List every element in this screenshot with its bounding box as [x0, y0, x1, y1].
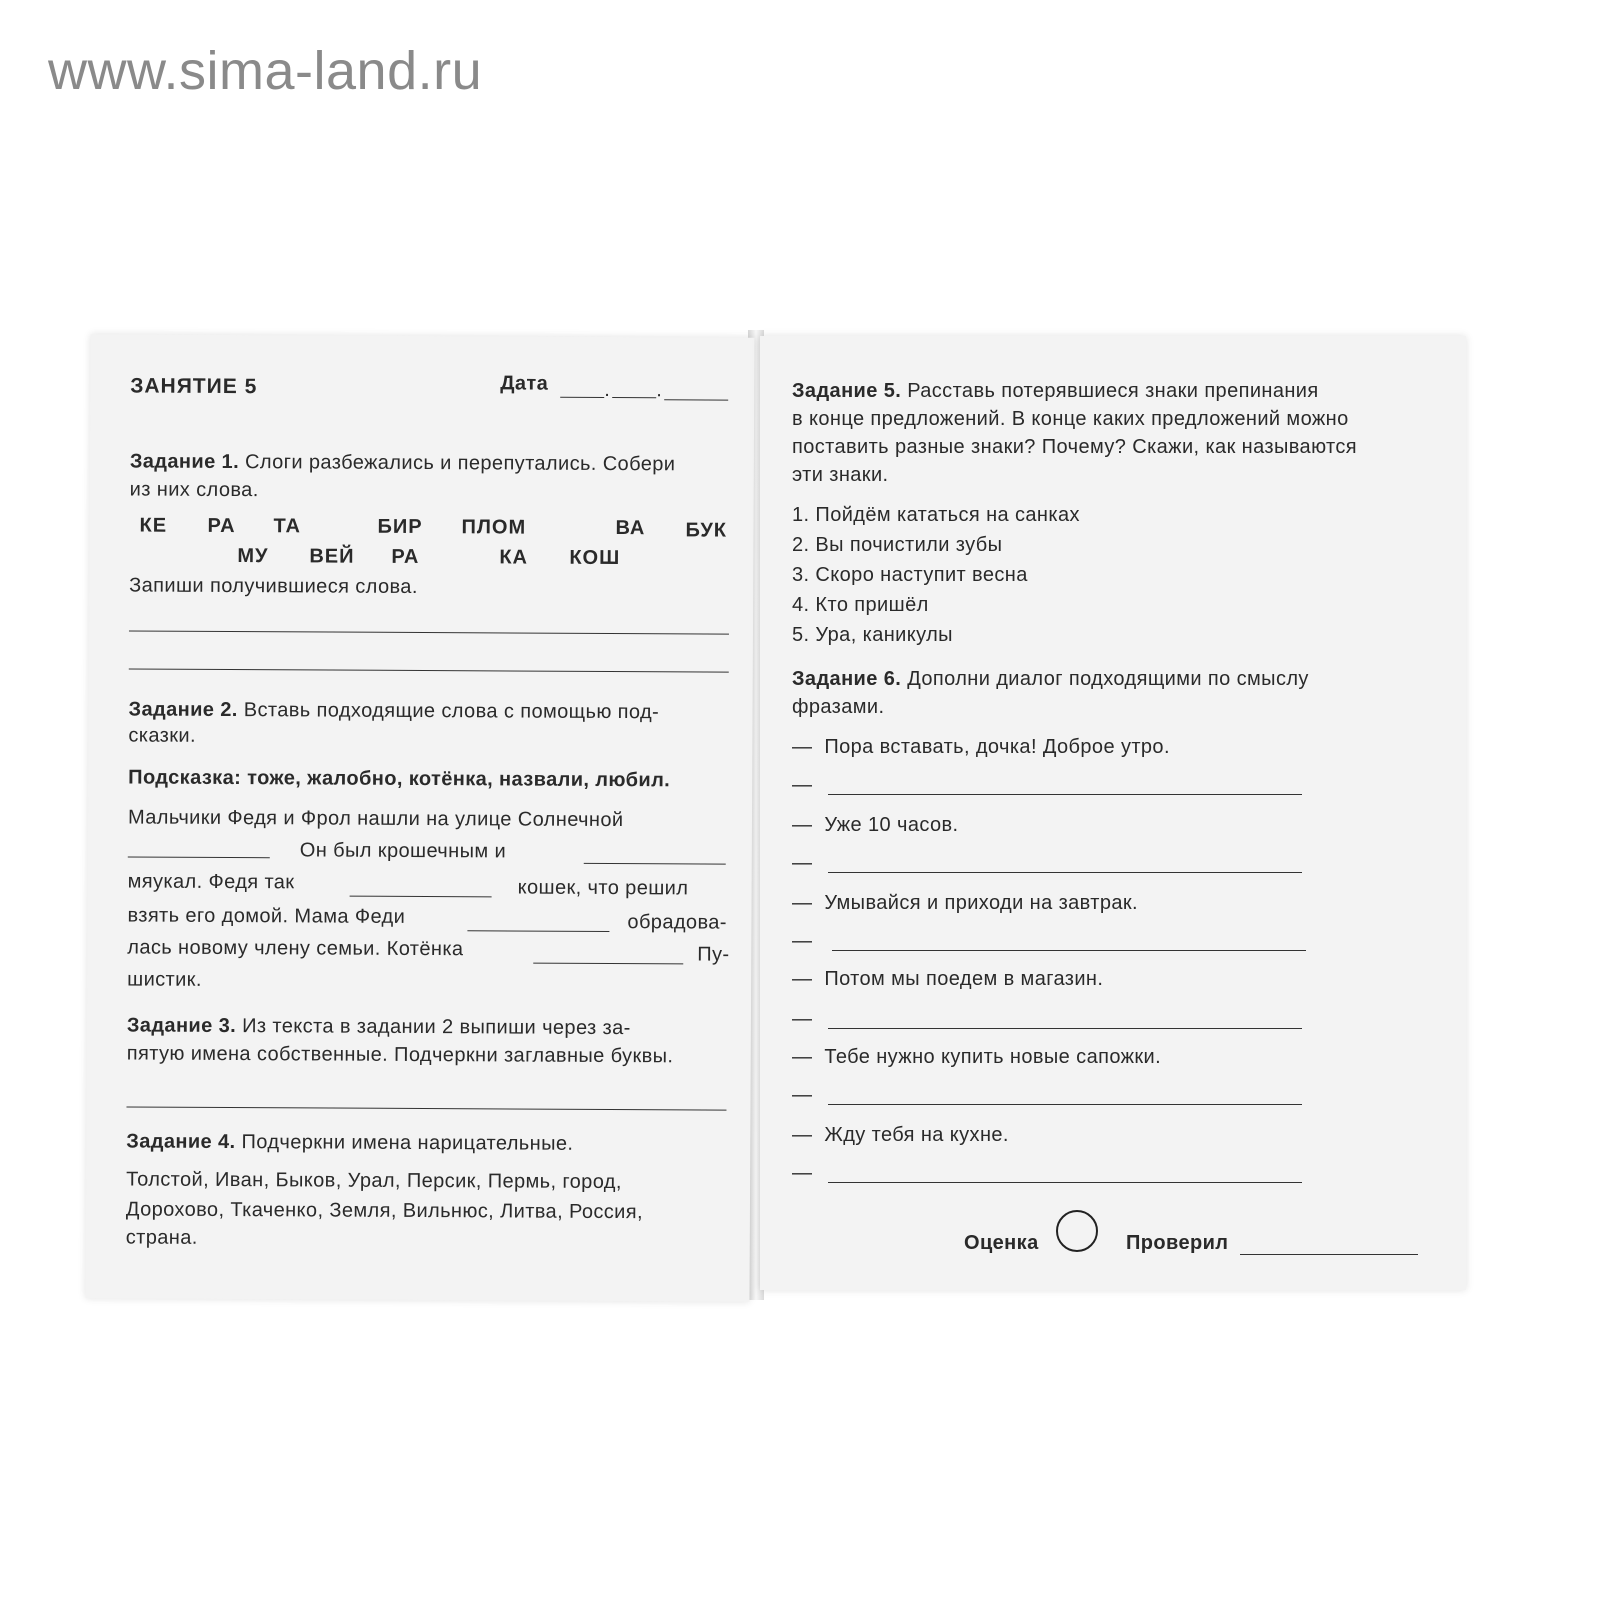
dash: — — [792, 892, 813, 914]
reply-line[interactable] — [828, 1028, 1302, 1029]
hint-words: тоже, жалобно, котёнка, назвали, любил. — [247, 767, 671, 792]
story-line: Мальчики Федя и Фрол нашли на улице Солнечной — [127, 806, 624, 832]
dialog-text: Тебе нужно купить новые сапожки. — [824, 1046, 1162, 1068]
answer-line[interactable] — [126, 1106, 726, 1110]
syllable: МУ — [237, 545, 269, 568]
dialog-line — [792, 736, 1170, 759]
task3-text-1: Из текста в задании 2 выпиши через за- — [242, 1015, 631, 1040]
task4-text: Подчеркни имена нарицательные. — [241, 1131, 574, 1155]
date-dot: . — [656, 379, 663, 402]
grade-label: Оценка — [964, 1232, 1039, 1254]
answer-line[interactable] — [129, 630, 729, 634]
syllable: ПЛОМ — [461, 516, 527, 539]
reply-line[interactable] — [828, 872, 1302, 873]
sentence-item: 2. Вы почистили зубы — [792, 534, 1003, 556]
blank-line[interactable] — [533, 963, 683, 965]
syllable: КЕ — [139, 514, 168, 537]
syllable: ВЕЙ — [309, 545, 355, 568]
checked-label: Проверил — [1126, 1232, 1229, 1254]
date-label: Дата — [500, 372, 549, 395]
blank-line[interactable] — [350, 896, 492, 898]
dash: — — [792, 852, 813, 874]
dialog-text: Потом мы поедем в магазин. — [824, 968, 1104, 990]
story-line: мяукал. Федя так — [127, 870, 295, 894]
dash: — — [792, 1084, 813, 1106]
task6-line1 — [792, 668, 1309, 691]
blank-line[interactable] — [584, 863, 726, 865]
answer-line[interactable] — [129, 668, 729, 672]
story-line: Пу- — [697, 943, 730, 966]
dialog-line — [792, 1124, 1009, 1147]
dash: — — [792, 1046, 813, 1068]
task5-text-3: поставить разные знаки? Почему? Скажи, как называются — [792, 436, 1358, 458]
dialog-text: Уже 10 часов. — [824, 814, 959, 836]
sentence-item: 4. Кто пришёл — [792, 594, 929, 616]
dash: — — [792, 930, 813, 952]
task5-line1 — [792, 380, 1319, 403]
grade-circle[interactable] — [1056, 1210, 1098, 1252]
task5-text-4: эти знаки. — [792, 464, 889, 486]
syllable: БУК — [685, 519, 728, 542]
dash: — — [792, 736, 813, 758]
story-line: шистик. — [127, 968, 202, 991]
syllable: ВА — [615, 517, 646, 540]
task6-title: Задание 6. — [792, 668, 902, 690]
task2-line1 — [129, 698, 660, 724]
task6-text-1: Дополни диалог подходящими по смыслу — [907, 668, 1309, 690]
story-line: обрадова- — [627, 911, 727, 934]
blank-line[interactable] — [467, 930, 609, 932]
left-page — [85, 334, 754, 1301]
reply-line[interactable] — [828, 1182, 1302, 1183]
task6-text-2: фразами. — [792, 696, 885, 718]
task3-title: Задание 3. — [126, 1014, 237, 1038]
reply-line[interactable] — [828, 1104, 1302, 1105]
task2-text-1: Вставь подходящие слова с помощью под- — [243, 699, 660, 724]
task3-text-2: пятую имена собственные. Подчеркни заглавные буквы. — [126, 1042, 674, 1068]
syllable: КОШ — [569, 546, 621, 570]
task4-title: Задание 4. — [126, 1130, 236, 1154]
dialog-line — [792, 892, 1138, 915]
hint-label: Подсказка: — [128, 766, 242, 790]
task2-hint — [128, 766, 670, 792]
syllable: ТА — [273, 515, 301, 538]
task3-line1 — [127, 1014, 631, 1040]
task4-words: Толстой, Иван, Быков, Урал, Персик, Пермь, город, — [126, 1168, 622, 1194]
task1-text-1: Слоги разбежались и перепутались. Собери — [244, 451, 676, 476]
date-month-line[interactable] — [612, 397, 656, 398]
task1-text-2: из них слова. — [129, 478, 259, 502]
reply-line[interactable] — [832, 950, 1306, 951]
date-year-line[interactable] — [664, 399, 728, 400]
date-dot: . — [604, 378, 611, 401]
task2-text-2: сказки. — [128, 724, 197, 747]
syllable: РА — [391, 545, 420, 568]
task4-words: страна. — [125, 1226, 198, 1249]
task5-text-2: в конце предложений. В конце каких предложений можно — [792, 408, 1349, 430]
task5-title: Задание 5. — [792, 380, 902, 402]
story-line: кошек, что решил — [517, 876, 689, 900]
sentence-item: 1. Пойдём кататься на санках — [792, 504, 1080, 526]
story-line: лась новому члену семьи. Котёнка — [127, 936, 464, 961]
dash: — — [792, 1124, 813, 1146]
lesson-title: ЗАНЯТИЕ 5 — [130, 374, 258, 399]
syllable: РА — [207, 514, 236, 538]
dash: — — [792, 774, 813, 796]
dialog-text: Умывайся и приходи на завтрак. — [824, 892, 1138, 914]
blank-line[interactable] — [128, 856, 270, 858]
checked-line[interactable] — [1240, 1254, 1418, 1255]
story-line: взять его домой. Мама Феди — [127, 904, 406, 928]
dialog-text: Пора вставать, дочка! Доброе утро. — [824, 736, 1170, 758]
sentence-item: 5. Ура, каникулы — [792, 624, 953, 646]
syllable: БИР — [377, 515, 423, 539]
dialog-line — [792, 968, 1103, 991]
sentence-item: 3. Скоро наступит весна — [792, 564, 1028, 586]
dash: — — [792, 814, 813, 836]
task2-title: Задание 2. — [128, 698, 238, 722]
dash: — — [792, 1008, 813, 1030]
date-day-line[interactable] — [560, 397, 604, 398]
dialog-line — [792, 1046, 1161, 1069]
task1-line1 — [130, 450, 676, 476]
reply-line[interactable] — [828, 794, 1302, 795]
task4-line1 — [126, 1130, 573, 1155]
task1-instruction: Запиши получившиеся слова. — [129, 574, 418, 598]
dialog-line — [792, 814, 959, 837]
dialog-text: Жду тебя на кухне. — [824, 1124, 1009, 1146]
task1-title: Задание 1. — [129, 450, 240, 474]
story-line: Он был крошечным и — [299, 839, 507, 863]
dash: — — [792, 968, 813, 990]
dash: — — [792, 1162, 813, 1184]
syllable: КА — [499, 546, 529, 569]
task5-text-1: Расставь потерявшиеся знаки препинания — [907, 380, 1319, 402]
site-watermark: www.sima-land.ru — [48, 41, 483, 101]
task4-words: Дорохово, Ткаченко, Земля, Вильнюс, Литва, Россия, — [125, 1198, 644, 1224]
right-page — [760, 336, 1466, 1290]
